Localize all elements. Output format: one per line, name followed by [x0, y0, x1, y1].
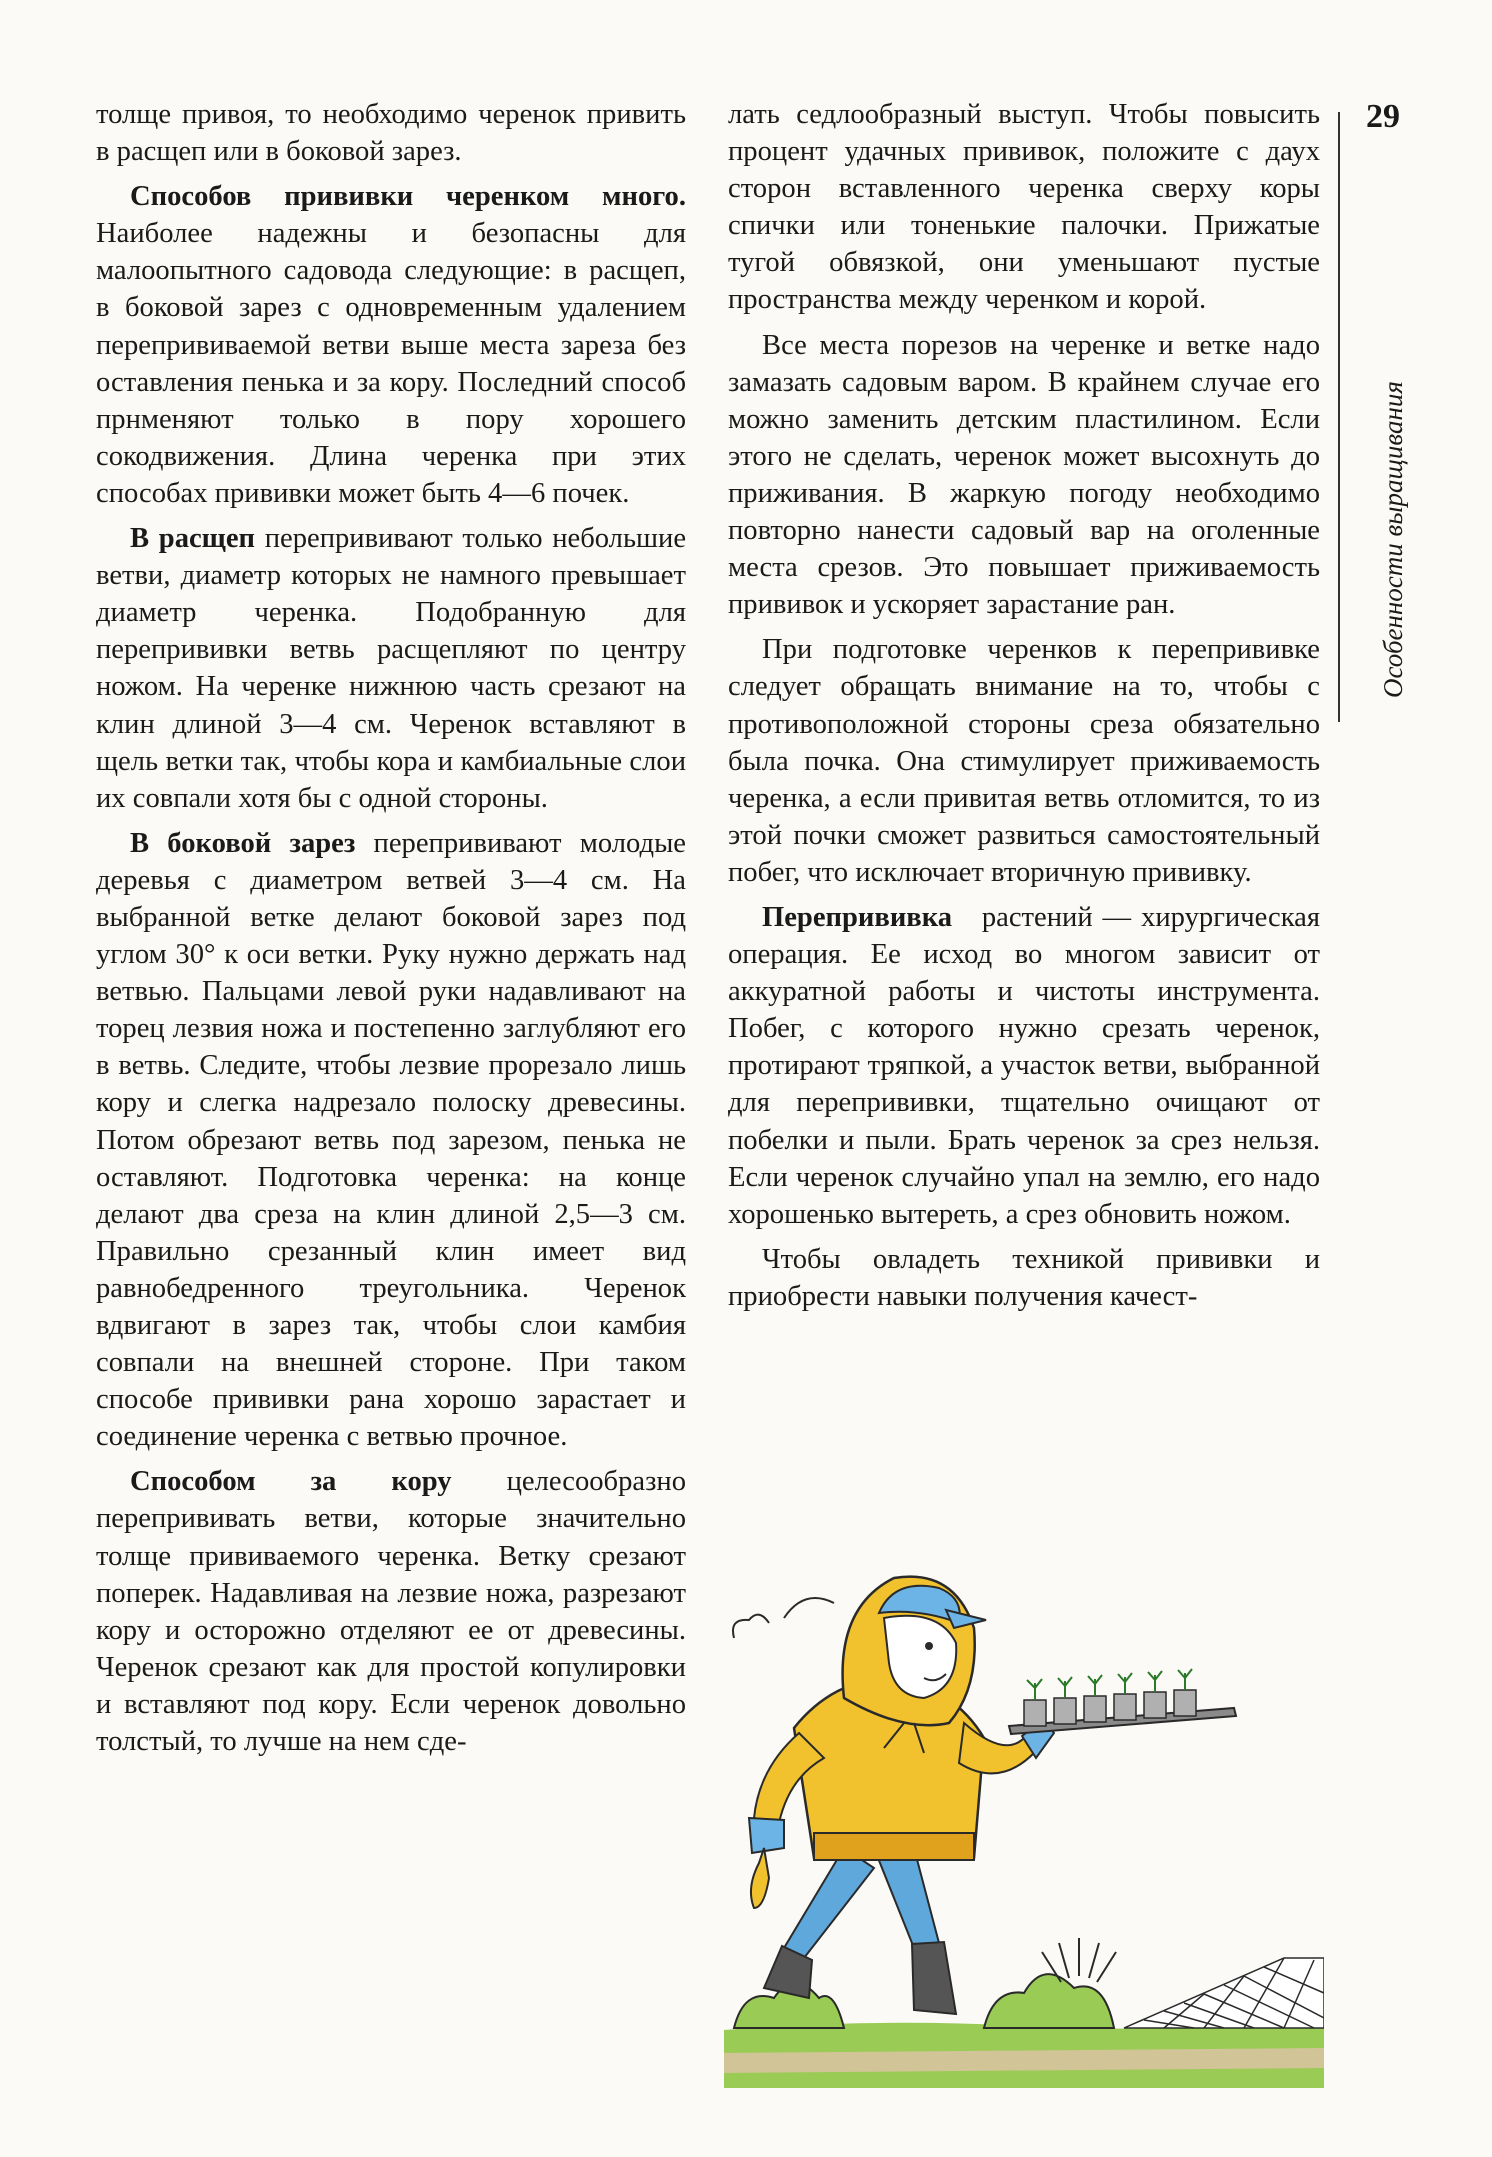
right-leg — [874, 1848, 939, 1948]
jacket-hem — [814, 1833, 974, 1860]
seedlings — [1027, 1669, 1192, 1700]
fence — [1124, 1958, 1324, 2028]
gardener-illustration — [724, 1548, 1324, 2088]
left-paragraph-5 — [96, 1463, 686, 1760]
left-paragraph-3-lead: В расщеп — [130, 523, 255, 555]
left-paragraph-5-lead: Способом за кору — [130, 1466, 452, 1498]
running-head: Особенности выращивания — [1378, 381, 1408, 698]
left-text-column — [96, 96, 686, 1760]
wind-squiggle — [733, 1598, 834, 1638]
right-paragraph-1: лать седлообразный выступ. Чтобы повысить процент удачных прививок, положите с даух сторон вставленного черенка сверху коры спички или тоненькие палочки. Прижатые тугой обвязкой, они уменьшают пустые пространства между черенком и корой. — [728, 99, 1320, 316]
left-paragraph-4-lead: В боковой зарез — [130, 827, 356, 859]
left-paragraph-2 — [96, 178, 686, 512]
left-paragraph-1: толще привоя, то необходимо черенок привить в расщеп или в боковой зарез. — [96, 99, 686, 168]
trowel — [751, 1848, 769, 1908]
eye — [925, 1642, 933, 1650]
left-paragraph-3-text: перепрививают только небольшие ветви, диаметр которых не намного превышает диаметр черенка. Подобранную для перепрививки ветвь расщепляют по центру ножом. На черенке нижнюю часть срезают на клин длиной 3—4 см. Черенок вставляют в щель ветки так, чтобы кора и камбиальные слои их совпали хотя бы с одной стороны. — [96, 523, 687, 814]
right-paragraph-2: Все места порезов на черенке и ветке надо замазать садовым варом. В крайнем случае его можно заменить детским пластилином. Если этого не сделать, черенок может высохнуть до приживания. В жаркую погоду необходимо повторно нанести садовый вар на оголенные места срезов. Это повышает приживаемость прививок и ускоряет зарастание ран. — [728, 329, 1320, 621]
right-paragraph-4-text: растений — хирургическая операция. Ее исход во многом зависит от аккуратной работы и чистоты инструмента. Побег, с которого нужно срезать черенок, протирают тряпкой, а участок ветви, выбранной для перепрививки, тщательно очищают от побелки и пыли. Брать черенок за срез нельзя. Если черенок случайно упал на землю, его надо хорошенько вытереть, а срез обновить ножом. — [728, 901, 1328, 1230]
left-paragraph-5-text: целесообразно перепрививать ветви, которые значительно толще прививаемого черенка. Ветку срезают поперек. Надавливая на лезвие ножа, разрезают кору и осторожно отделяют ее от древесины. Черенок срезают как для простой копулировки и вставляют под кору. Если черенок довольно толстый, то лучше на нем сде- — [96, 1466, 686, 1758]
left-paragraph-4-text: перепрививают молодые деревья с диаметром ветвей 3—4 см. На выбранной ветке делают боковой зарез под углом 30° к оси ветки. Руку нужно держать над ветвью. Пальцами левой руки надавливают на торец лезвия ножа и постепенно заглубляют его в ветвь. Следите, чтобы лезвие прорезало лишь кору и слегка надрезало полоску древесины. Потом обрезают ветвь под зарезом, пенька не оставляют. Подготовка черенка: на конце делают два среза на клин длиной 2,5—3 см. Правильно срезанный клин имеет вид равнобедренного треугольника. Черенок вдвигают в зарез так, чтобы слои камбия совпали на внешней стороне. При таком способе прививки рана хорошо зарастает и соединение черенка с ветвью прочное. — [96, 827, 686, 1453]
right-paragraph-4 — [728, 899, 1328, 1233]
right-paragraph-4-lead: Перепрививка — [762, 901, 953, 933]
side-rule — [1338, 112, 1340, 722]
left-paragraph-3 — [96, 520, 686, 817]
right-paragraph-3: При подготовке черенков к перепрививке следует обращать внимание на то, чтобы с противоположной стороны среза обязательно была почка. Она стимулирует приживаемость черенка, а если привитая ветвь отломится, то из этой почки сможет развиться самостоятельный побег, что исключает вторичную прививку. — [728, 634, 1320, 888]
left-leg — [784, 1848, 874, 1958]
left-glove — [749, 1818, 784, 1853]
left-paragraph-2-text: Наиболее надежны и безопасны для малоопытного садовода следующие: в расщеп, в боковой зарез с одновременным удалением перепрививаемой ветви выше места зареза без оставления пенька и за кору. Последний способ прнменяют только в пору хорошего сокодвижения. Длина черенка при этих способах прививки может быть 4—6 почек. — [96, 218, 686, 509]
left-paragraph-4 — [96, 825, 686, 1456]
bush-center — [984, 1974, 1114, 2028]
right-boot — [912, 1942, 956, 2014]
page-number: 29 — [1366, 98, 1400, 135]
right-text-column — [728, 96, 1328, 1315]
right-paragraph-5: Чтобы овладеть техникой прививки и приобрести навыки получения качест- — [728, 1243, 1320, 1312]
left-paragraph-2-lead: Способов прививки черенком много. — [130, 181, 686, 213]
